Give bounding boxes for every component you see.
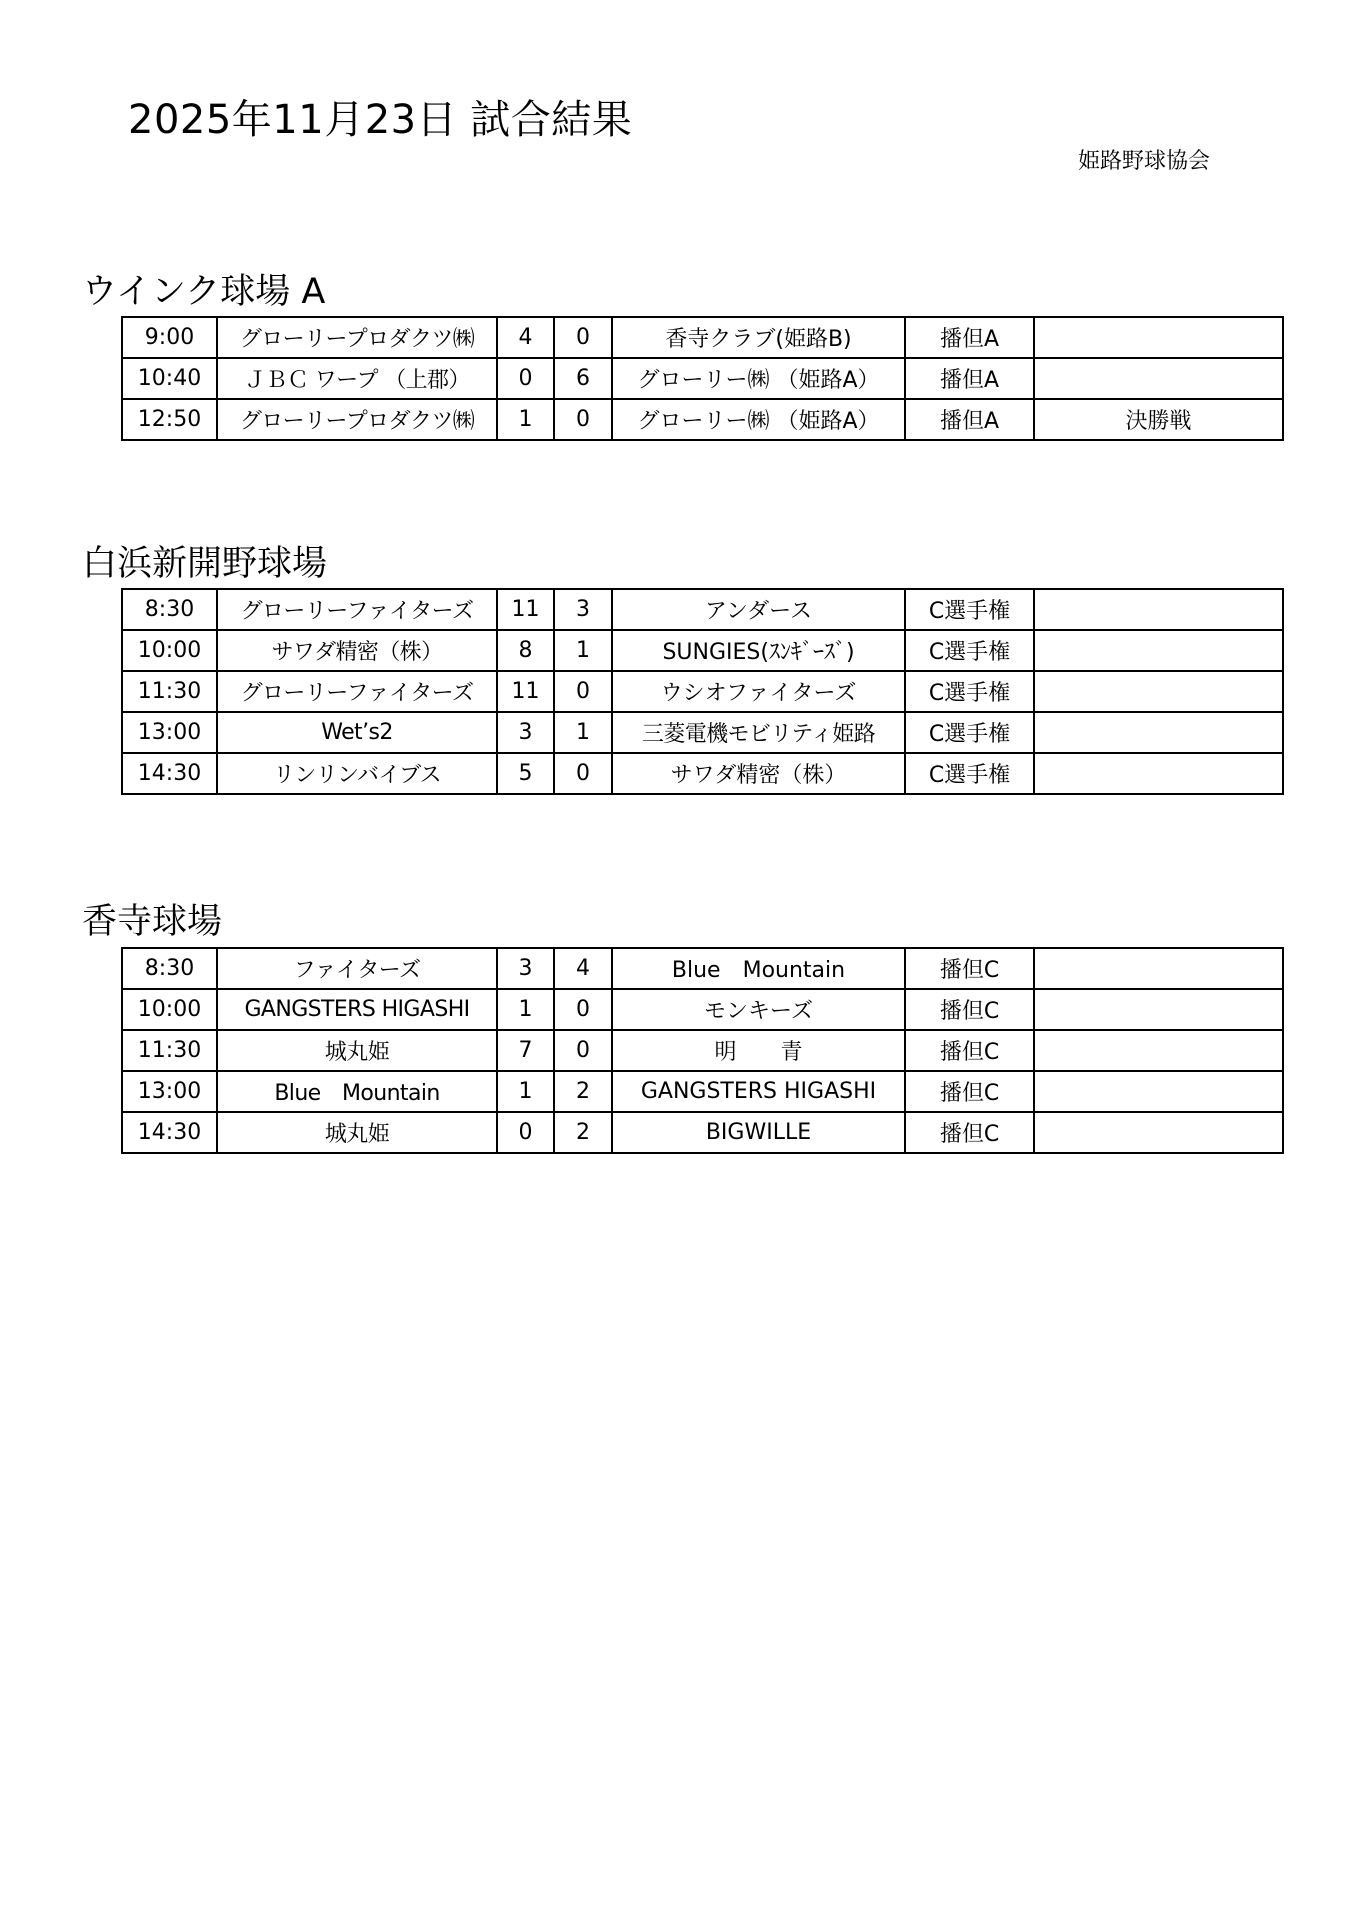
away-team: BIGWILLE [612,1112,905,1153]
division: C選手権 [905,712,1034,753]
table-row [122,399,1283,440]
away-team: Blue Mountain [612,948,905,989]
home-team: Wet’s2 [217,712,497,753]
note [1034,317,1283,358]
game-time: 14:30 [122,1112,217,1153]
results-table [121,316,1284,441]
division: 播但C [905,1030,1034,1071]
home-score: 3 [497,712,554,753]
game-time: 11:30 [122,671,217,712]
home-team: GANGSTERS HIGASHI [217,989,497,1030]
home-score: 8 [497,630,554,671]
home-score: 3 [497,948,554,989]
division: 播但C [905,989,1034,1030]
away-team: 明 青 [612,1030,905,1071]
game-time: 10:40 [122,358,217,399]
game-time: 11:30 [122,1030,217,1071]
away-team: アンダース [612,589,905,630]
note [1034,671,1283,712]
game-time: 13:00 [122,1071,217,1112]
division: C選手権 [905,671,1034,712]
home-team: ファイターズ [217,948,497,989]
game-time: 8:30 [122,589,217,630]
away-team: グローリー㈱ （姫路A） [612,399,905,440]
away-score: 1 [554,712,612,753]
home-score: 0 [497,1112,554,1153]
away-team: 三菱電機モビリティ姫路 [612,712,905,753]
note [1034,753,1283,794]
table-row [122,630,1283,671]
away-score: 2 [554,1071,612,1112]
game-time: 13:00 [122,712,217,753]
away-score: 0 [554,317,612,358]
page-title: 2025年11月23日 試合結果 [128,97,633,143]
home-team: 城丸姫 [217,1112,497,1153]
note [1034,1112,1283,1153]
division: 播但A [905,399,1034,440]
division: C選手権 [905,630,1034,671]
away-score: 0 [554,399,612,440]
division: 播但C [905,1112,1034,1153]
table-row [122,1112,1283,1153]
division: 播但C [905,1071,1034,1112]
home-team: サワダ精密（株） [217,630,497,671]
division: 播但C [905,948,1034,989]
table-row [122,589,1283,630]
away-score: 6 [554,358,612,399]
note [1034,589,1283,630]
away-score: 2 [554,1112,612,1153]
away-score: 0 [554,989,612,1030]
away-team: グローリー㈱ （姫路A） [612,358,905,399]
table-row [122,671,1283,712]
table-row [122,358,1283,399]
game-time: 10:00 [122,989,217,1030]
division: C選手権 [905,589,1034,630]
note [1034,358,1283,399]
organization-name: 姫路野球協会 [1078,149,1211,174]
home-score: 11 [497,671,554,712]
game-time: 8:30 [122,948,217,989]
away-team: 香寺クラブ(姫路B) [612,317,905,358]
results-table [121,947,1284,1154]
home-team: グローリーファイターズ [217,671,497,712]
venue-heading: 香寺球場 [82,902,223,942]
away-team: サワダ精密（株） [612,753,905,794]
home-team: グローリープロダクツ㈱ [217,399,497,440]
note [1034,630,1283,671]
table-row [122,317,1283,358]
note [1034,712,1283,753]
venue-heading: ウインク球場 A [82,272,326,312]
home-score: 0 [497,358,554,399]
away-score: 3 [554,589,612,630]
home-score: 11 [497,589,554,630]
away-score: 1 [554,630,612,671]
results-table [121,588,1284,795]
table-row [122,712,1283,753]
home-team: 城丸姫 [217,1030,497,1071]
home-score: 1 [497,1071,554,1112]
home-score: 5 [497,753,554,794]
table-row [122,1071,1283,1112]
game-time: 9:00 [122,317,217,358]
home-score: 1 [497,989,554,1030]
away-team: ウシオファイターズ [612,671,905,712]
table-row [122,948,1283,989]
home-score: 4 [497,317,554,358]
note [1034,1071,1283,1112]
game-time: 12:50 [122,399,217,440]
table-row [122,753,1283,794]
home-team: ＪＢＣ ワープ （上郡） [217,358,497,399]
away-team: SUNGIES(ｽﾝｷﾞｰｽﾞ) [612,630,905,671]
game-time: 10:00 [122,630,217,671]
away-score: 0 [554,671,612,712]
home-score: 1 [497,399,554,440]
home-team: グローリーファイターズ [217,589,497,630]
division: 播但A [905,358,1034,399]
home-team: Blue Mountain [217,1071,497,1112]
note [1034,989,1283,1030]
away-score: 0 [554,1030,612,1071]
home-team: グローリープロダクツ㈱ [217,317,497,358]
away-score: 0 [554,753,612,794]
table-row [122,1030,1283,1071]
division: 播但A [905,317,1034,358]
note [1034,948,1283,989]
game-time: 14:30 [122,753,217,794]
home-team: リンリンバイブス [217,753,497,794]
table-row [122,989,1283,1030]
venue-heading: 白浜新開野球場 [82,544,328,584]
away-team: GANGSTERS HIGASHI [612,1071,905,1112]
note: 決勝戦 [1034,399,1283,440]
note [1034,1030,1283,1071]
home-score: 7 [497,1030,554,1071]
away-score: 4 [554,948,612,989]
away-team: モンキーズ [612,989,905,1030]
division: C選手権 [905,753,1034,794]
